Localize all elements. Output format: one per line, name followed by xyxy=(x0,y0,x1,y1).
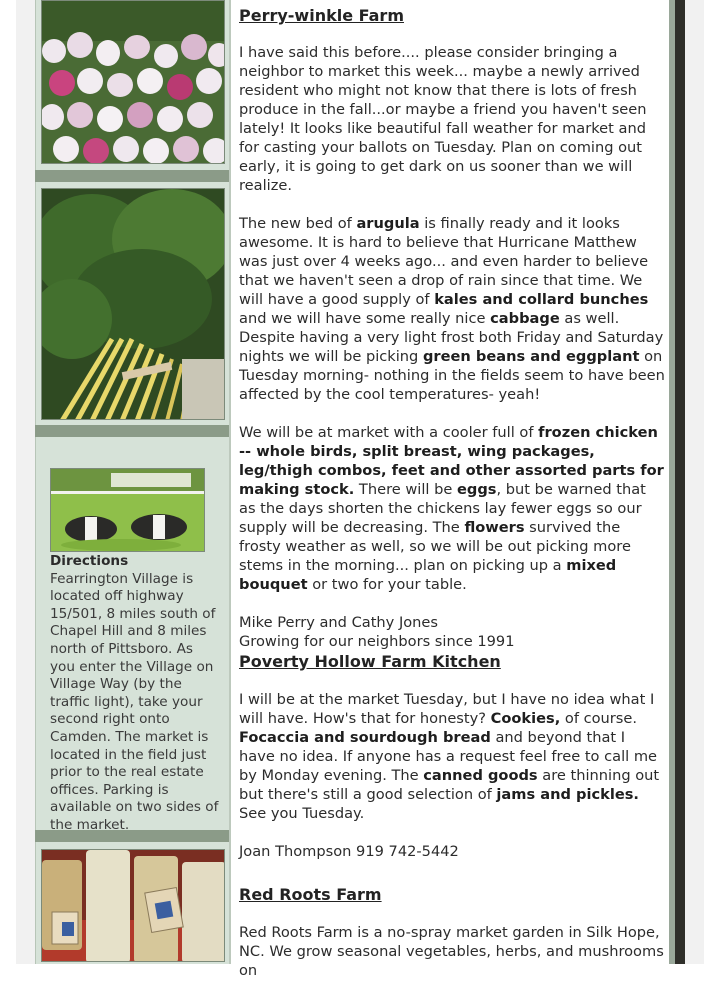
turnips-illustration xyxy=(42,1,225,164)
sidebar-band xyxy=(35,170,229,182)
turnips-photo xyxy=(41,0,225,164)
signature-tagline: Growing for our neighbors since 1991 xyxy=(239,633,515,650)
directions-block xyxy=(50,553,220,835)
section-title: Perry-winkle Farm xyxy=(239,6,404,25)
paragraph: Red Roots Farm is a no-spray market garden in Silk Hope, NC. We grow seasonal vegetables, herbs, and mushrooms on xyxy=(239,924,664,979)
paragraph: The new bed of arugula is finally ready and it looks awesome. It is hard to believe that Hurricane Matthew was just over 4 weeks ago... and even harder to believe that we haven't seen a drop of rain since that time. We will have a good supply of kales and collard bunches and we will have some really nice cabbage as well. Despite having a very light frost both Friday and Saturday nights we will be picking green beans and eggplant on Tuesday morning- nothing in the fields seem to have been affected by the cool temperatures- yeah! xyxy=(239,215,665,403)
directions-title: Directions xyxy=(50,553,129,569)
chard-illustration xyxy=(42,189,225,420)
signature-name: Mike Perry and Cathy Jones xyxy=(239,614,439,631)
chard-photo xyxy=(41,188,225,420)
section-red-roots xyxy=(239,884,665,999)
paragraph: We will be at market with a cooler full of frozen chicken -- whole birds, split breast, wing packages, leg/thigh combos, feet and other assorted parts for making stock. There will be eggs, but be warned that as the days shorten the chickens lay fewer eggs so our supply will be decreasing. The flowers survived the frosty weather as well, so we will be out picking more stems in the morning... plan on picking up a mixed bouquet or two for your table. xyxy=(239,424,664,593)
section-poverty-hollow xyxy=(239,651,665,861)
section-title: Red Roots Farm xyxy=(239,885,382,904)
paragraph: I have said this before.... please consider bringing a neighbor to market this week... maybe a newly arrived resident who might not know that there is lots of fresh produce in the fall...or maybe a friend you haven't seen lately! It looks like beautiful fall weather for market and for casting your ballots on Tuesday. Plan on coming out early, it is going to get dark on us sooner than we will realize. xyxy=(239,44,647,194)
sidebar-band xyxy=(35,425,229,437)
jars-photo xyxy=(41,849,225,962)
right-dark-border xyxy=(675,0,685,964)
cows-photo xyxy=(50,468,205,552)
paragraph: I will be at the market Tuesday, but I have no idea what I will have. How's that for honesty? Cookies, of course. Focaccia and sourdough bread and beyond that I have no idea. If anyone has a request feel free to call me by Monday evening. The canned goods are thinning out but there's still a good selection of jams and pickles. See you Tuesday. xyxy=(239,691,660,822)
signature-contact: Joan Thompson 919 742-5442 xyxy=(239,843,459,860)
section-title: Poverty Hollow Farm Kitchen xyxy=(239,652,501,671)
section-perry-winkle xyxy=(239,5,665,651)
cows-illustration xyxy=(51,469,205,552)
directions-text: Fearrington Village is located off highway 15/501, 8 miles south of Chapel Hill and 8 miles north of Pittsboro. As you enter the Village on Village Way (by the traffic light), take your second right onto Camden. The market is located in the field just prior to the real estate offices. Parking is available on two sides of the market. xyxy=(50,570,219,833)
jars-illustration xyxy=(42,850,225,962)
